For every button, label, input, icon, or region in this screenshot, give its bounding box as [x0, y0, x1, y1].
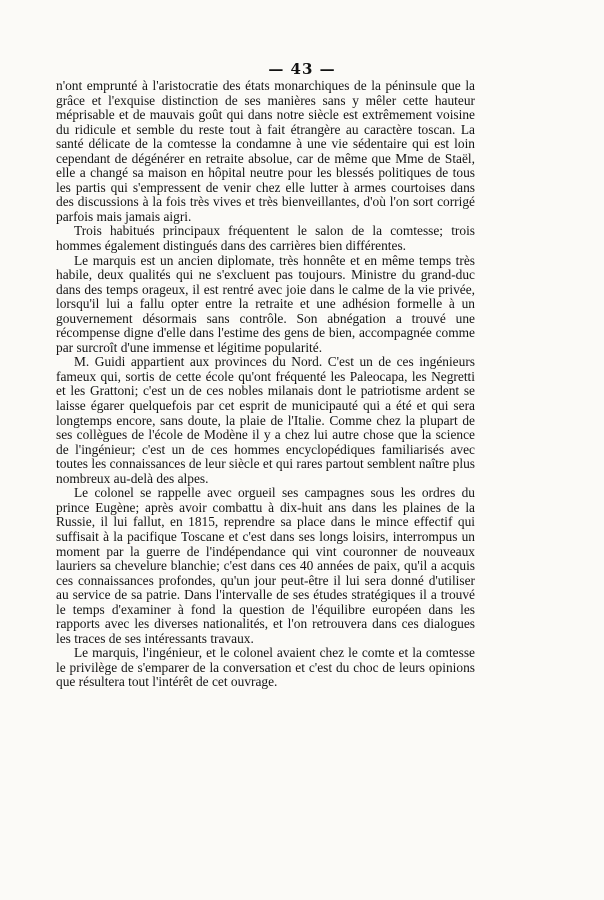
body-text	[56, 79, 475, 690]
paragraph-1: n'ont emprunté à l'aristocratie des états monarchiques de la péninsule que la grâce et l'exquise distinction de ses manières sans y mêler cette hauteur méprisable et de mauvais goût qui dans notre siècle est extrêmement voisine du ridicule et semble du reste tout à fait étrangère au caractère toscan. La santé délicate de la comtesse la condamne à une vie sédentaire qui est loin cependant de dégénérer en retraite absolue, car de même que Mme de Staël, elle a changé sa maison en hôpital neutre pour les blessés politiques de tous les partis qui s'empressent de venir chez elle lutter à armes courtoises dans des discussions à la fois très vives et très bienveillantes, d'où l'on sort corrigé parfois mais jamais aigri.	[56, 78, 475, 224]
paragraph-6: Le marquis, l'ingénieur, et le colonel avaient chez le comte et la comtesse le privilège de s'emparer de la conversation et c'est du choc de leurs opinions que résultera tout l'intérêt de cet ouvrage.	[56, 645, 475, 690]
paragraph-3: Le marquis est un ancien diplomate, très honnête et en même temps très habile, deux qualités qui ne s'excluent pas toujours. Ministre du grand-duc dans des temps orageux, il est rentré avec joie dans le calme de la vie privée, lorsqu'il lui a fallu opter entre la retraite et une adhésion formelle à un gouvernement désormais sans contrôle. Son abnégation a trouvé une récompense digne d'elle dans l'estime des gens de bien, accompagnée comme par surcroît d'une immense et légitime popularité.	[56, 252, 475, 355]
paragraph-5: Le colonel se rappelle avec orgueil ses campagnes sous les ordres du prince Eugène; après avoir combattu à dix-huit ans dans les plaines de la Russie, il lui fallut, en 1815, reprendre sa place dans le mince effectif qui suffisait à la pacifique Toscane et c'est dans ses longs loisirs, interrompus un moment par la guerre de l'indépendance qui vint couronner de nouveaux lauriers sa chevelure blanchie; c'est dans ces 40 années de paix, qu'il a acquis ces connaissances profondes, qu'un jour peut-être il lui sera donné d'utiliser au service de sa patrie. Dans l'intervalle de ses études stratégiques il a trouvé le temps d'examiner à fond la question de l'équilibre européen dans les rapports avec les diverses nationalités, et l'on retrouvera dans ces dialogues les traces de ses intéressants travaux.	[56, 485, 475, 646]
paragraph-4: M. Guidi appartient aux provinces du Nord. C'est un de ces ingénieurs fameux qui, sortis de cette école qu'ont fréquenté les Paleocapa, les Negretti et les Grattoni; c'est un de ces nobles milanais dont le patriotisme ardent se laisse égarer quelquefois par cet esprit de municipauté qui a été et qui sera longtemps encore, sans doute, la plaie de l'Italie. Comme chez la plupart de ses collègues de l'école de Modène il y a chez lui autre chose que la science de l'ingénieur; c'est un de ces hommes encyclopédiques familiarisés avec toutes les connaissances de leur siècle et qui rares partout semblent naître plus nombreux au-delà des alpes.	[56, 354, 475, 486]
paragraph-2: Trois habitués principaux fréquentent le salon de la comtesse; trois hommes également distingués dans des carrières bien différentes.	[56, 223, 475, 254]
page-number: — 43 —	[268, 60, 336, 78]
